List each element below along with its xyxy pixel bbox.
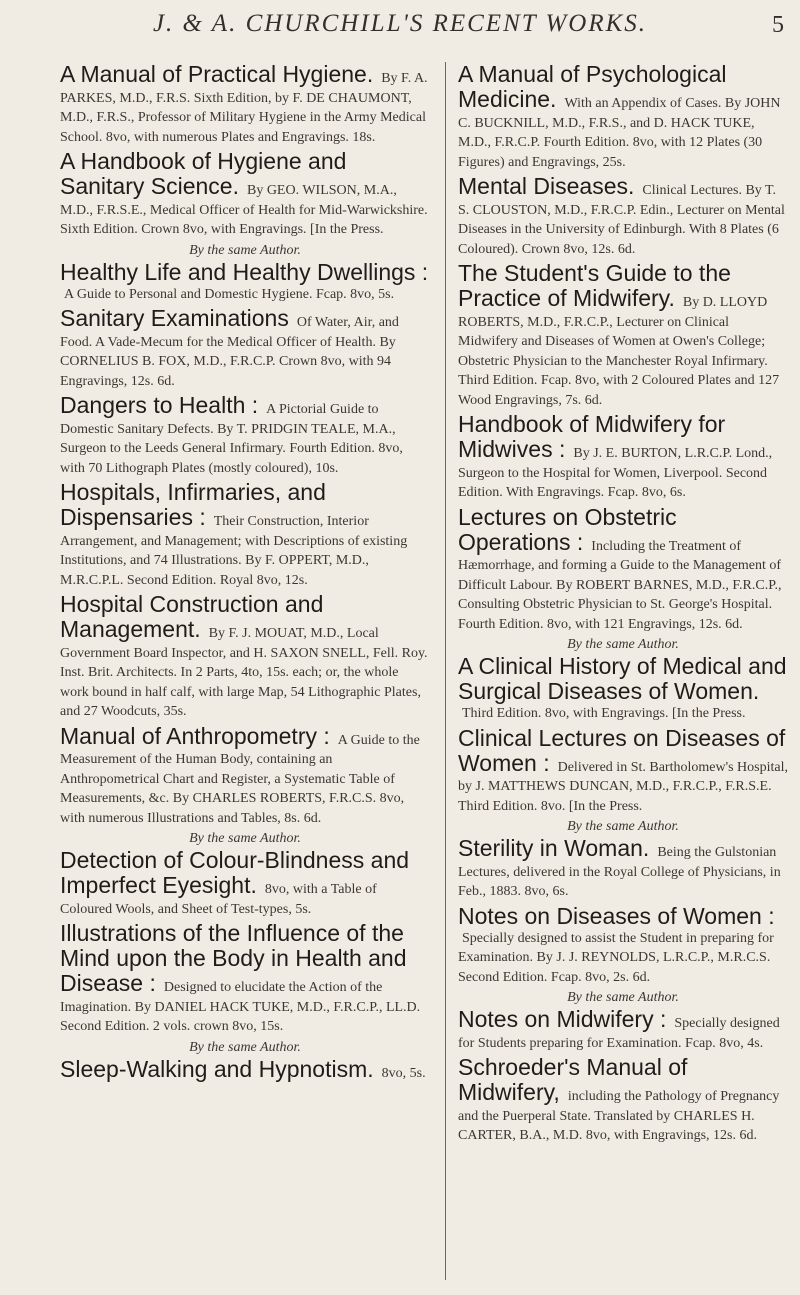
book-description: Delivered in St. Bartholomew's Hospital, by J. MATTHEWS DUNCAN, M.D., F.R.C.P., F.R.S.E. Third Edition. 8vo. [In the Press.	[458, 759, 788, 814]
book-entry	[458, 412, 788, 503]
book-title: The Student's Guide to the Practice of Midwifery.	[458, 260, 731, 311]
book-entry	[60, 393, 430, 478]
book-description: Including the Treatment of Hæmorrhage, and forming a Guide to the Management of Difficult Labour. By ROBERT BARNES, M.D., F.R.C.P., Consulting Obstetric Physician to St. George's Hospital. Fourth Edition. 8vo, with 121 Engravings, 12s. 6d.	[458, 538, 782, 632]
book-entry	[458, 261, 788, 410]
book-title: Sanitary Examinations	[60, 305, 289, 331]
book-title: Sleep-Walking and Hypnotism.	[60, 1055, 374, 1082]
book-title: Dangers to Health :	[60, 392, 259, 418]
book-description: including the Pathology of Pregnancy and the Puerperal State. Translated by CHARLES H. CARTER, B.A., M.D. 8vo, with Engravings, 12s. 6d.	[458, 1089, 780, 1143]
book-description: By J. E. BURTON, L.R.C.P. Lond., Surgeon to the Hospital for Women, Liverpool. Second Edition. With Engravings. Fcap. 8vo, 6s.	[458, 446, 773, 500]
book-title: A Clinical History of Medical and Surgical Diseases of Women.	[458, 653, 787, 704]
book-title: Notes on Diseases of Women :	[458, 902, 775, 929]
by-same-author-note: By the same Author.	[189, 1039, 301, 1055]
book-description: Of Water, Air, and Food. A Vade-Mecum for the Medical Officer of Health. By CORNELIUS B. FOX, M.D., F.R.C.P. Crown 8vo, with 94 Engravings, 12s. 6d.	[60, 315, 399, 389]
book-title: Healthy Life and Healthy Dwellings :	[60, 258, 429, 285]
book-title: A Manual of Practical Hygiene.	[60, 61, 374, 87]
book-entry	[60, 724, 430, 829]
column-divider	[445, 62, 446, 1280]
book-entry	[60, 260, 430, 305]
book-entry	[458, 1055, 788, 1146]
book-entry	[458, 836, 788, 902]
book-entry	[458, 726, 788, 817]
book-entry	[60, 921, 430, 1037]
book-title: Mental Diseases.	[458, 173, 635, 199]
book-entry	[60, 592, 430, 722]
book-description: 8vo, with a Table of Coloured Wools, and Sheet of Test-types, 5s.	[60, 882, 377, 917]
by-same-author-note: By the same Author.	[567, 637, 679, 652]
book-title: Manual of Anthropometry :	[60, 722, 330, 749]
right-column	[458, 62, 788, 1148]
book-title: A Handbook of Hygiene and Sanitary Science.	[60, 148, 347, 199]
left-column	[60, 62, 430, 1085]
by-same-author-note: By the same Author.	[567, 990, 679, 1005]
by-same-author-note: By the same Author.	[567, 819, 679, 834]
book-entry	[60, 62, 430, 147]
by-same-author-note: By the same Author.	[189, 242, 301, 258]
book-title: Handbook of Midwifery for Midwives :	[458, 411, 726, 462]
book-description: Specially designed for Students preparing for Examination. Fcap. 8vo, 4s.	[458, 1016, 780, 1051]
book-entry	[458, 1007, 788, 1053]
book-description: By F. A. PARKES, M.D., F.R.S. Sixth Edition, by F. DE CHAUMONT, M.D., F.R.S., Professor of Military Hygiene in the Army Medical School. 8vo, with numerous Plates and Engravings. 18s.	[60, 71, 428, 145]
page-header	[0, 4, 800, 44]
book-entry	[60, 848, 430, 919]
book-entry	[458, 654, 788, 724]
book-title: Illustrations of the Influence of the Mind upon the Body in Health and Disease :	[60, 920, 407, 996]
book-title: Sterility in Woman.	[458, 835, 650, 861]
book-title: A Manual of Psychological Medicine.	[458, 61, 727, 112]
book-title: Hospitals, Infirmaries, and Dispensaries :	[60, 479, 326, 530]
book-description: By D. LLOYD ROBERTS, M.D., F.R.C.P., Lecturer on Clinical Midwifery and Diseases of Women at Owen's College; Obstetric Physician to the Manchester Royal Infirmary. Third Edition. Fcap. 8vo, with 2 Coloured Plates and 127 Wood Engravings, 7s. 6d.	[458, 295, 780, 408]
book-description: With an Appendix of Cases. By JOHN C. BUCKNILL, M.D., F.R.S., and D. HACK TUKE, M.D., F.R.C.P. Fourth Edition. 8vo, with 12 Plates (30 Figures) and Engravings, 25s.	[458, 96, 781, 170]
book-entry	[60, 480, 430, 590]
page-number: 5	[772, 12, 784, 38]
running-head: J. & A. CHURCHILL'S RECENT WORKS.	[152, 10, 648, 37]
book-title: Hospital Construction and Management.	[60, 591, 324, 642]
book-entry	[60, 149, 430, 240]
book-description: A Guide to Personal and Domestic Hygiene. Fcap. 8vo, 5s.	[64, 286, 395, 302]
book-title: Detection of Colour-Blindness and Imperfect Eyesight.	[60, 847, 410, 898]
book-description: A Pictorial Guide to Domestic Sanitary Defects. By T. PRIDGIN TEALE, M.A., Surgeon to the Leeds General Infirmary. Fourth Edition. 8vo, with 70 Lithograph Plates (mostly coloured), 10s.	[60, 402, 403, 476]
book-entry	[60, 306, 430, 391]
book-description: Their Construction, Interior Arrangement, and Management; with Descriptions of existing Institutions, and 74 Illustrations. By F. OPPERT, M.D., M.R.C.P.L. Second Edition. Royal 8vo, 12s.	[60, 514, 408, 588]
book-title: Schroeder's Manual of Midwifery,	[458, 1054, 688, 1105]
book-description: Third Edition. 8vo, with Engravings. [In the Press.	[462, 706, 746, 721]
book-description: 8vo, 5s.	[381, 1065, 426, 1081]
book-description: Being the Gulstonian Lectures, delivered in the Royal College of Physicians, in Feb., 1883. 8vo, 6s.	[458, 845, 781, 899]
book-description: Designed to elucidate the Action of the Imagination. By DANIEL HACK TUKE, M.D., F.R.C.P., LL.D. Second Edition. 2 vols. crown 8vo, 15s.	[60, 980, 421, 1034]
book-description: A Guide to the Measurement of the Human Body, containing an Anthropometrical Chart and Register, a Systematic Table of Measurements, &c. By CHARLES ROBERTS, F.R.C.S. 8vo, with numerous Illustrations and Tables, 8s. 6d.	[60, 732, 420, 826]
book-entry	[458, 904, 788, 988]
book-entry	[458, 174, 788, 259]
book-description: By GEO. WILSON, M.A., M.D., F.R.S.E., Medical Officer of Health for Mid-Warwickshire. Sixth Edition. Crown 8vo, with Engravings. [In the Press.	[60, 183, 428, 237]
book-entry	[458, 62, 788, 172]
book-description: Specially designed to assist the Student in preparing for Examination. By J. J. REYNOLDS, L.R.C.P., M.R.C.S. Second Edition. Fcap. 8vo, 2s. 6d.	[458, 930, 774, 985]
book-title: Lectures on Obstetric Operations :	[458, 503, 677, 555]
book-title: Notes on Midwifery :	[458, 1006, 667, 1032]
book-title: Clinical Lectures on Diseases of Women :	[458, 724, 786, 776]
book-entry	[60, 1057, 430, 1084]
book-description: By F. J. MOUAT, M.D., Local Government Board Inspector, and H. SAXON SNELL, Fell. Roy. Inst. Brit. Architects. In 2 Parts, 4to, 15s. each; or, the whole work bound in half calf, with large Map, 54 Lithographic Plates, and 27 Woodcuts, 35s.	[60, 626, 428, 719]
book-entry	[458, 505, 788, 635]
by-same-author-note: By the same Author.	[189, 831, 301, 846]
book-description: Clinical Lectures. By T. S. CLOUSTON, M.D., F.R.C.P. Edin., Lecturer on Mental Diseases in the University of Edinburgh. With 8 Plates (6 Coloured). Crown 8vo, 12s. 6d.	[458, 183, 785, 257]
